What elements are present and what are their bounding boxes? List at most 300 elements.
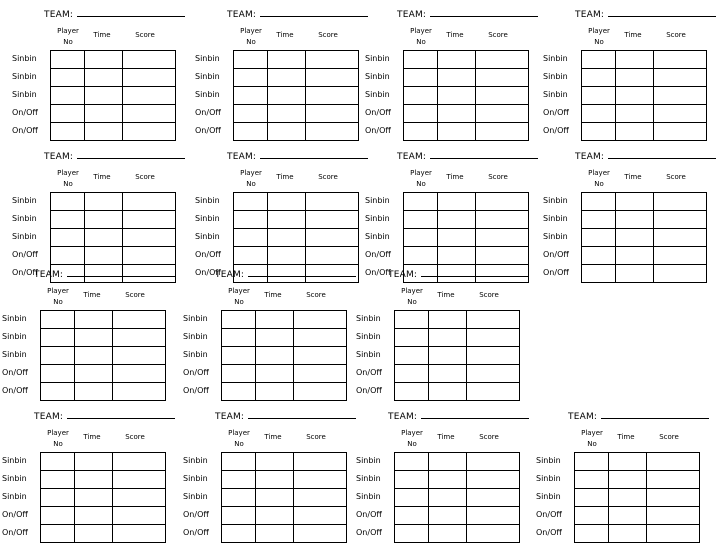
- player-no-cell[interactable]: [222, 311, 256, 329]
- grid-row: [395, 383, 520, 401]
- player-no-cell[interactable]: [575, 507, 609, 525]
- score-cell[interactable]: [123, 247, 176, 265]
- score-cell[interactable]: [476, 51, 529, 69]
- time-cell[interactable]: [256, 311, 294, 329]
- player-no-cell[interactable]: [51, 193, 85, 211]
- time-cell[interactable]: [268, 193, 306, 211]
- score-cell[interactable]: [294, 347, 347, 365]
- row-label: Sinbin: [12, 72, 37, 81]
- column-header-player-no: Player No: [228, 287, 250, 306]
- time-cell[interactable]: [438, 123, 476, 141]
- time-cell[interactable]: [85, 211, 123, 229]
- player-no-cell[interactable]: [575, 453, 609, 471]
- grid-row: [575, 471, 700, 489]
- time-cell[interactable]: [609, 471, 647, 489]
- team-name-line: [430, 8, 538, 17]
- row-label: Sinbin: [365, 232, 390, 241]
- score-cell[interactable]: [123, 105, 176, 123]
- score-cell[interactable]: [294, 453, 347, 471]
- score-cell[interactable]: [113, 489, 166, 507]
- row-label: On/Off: [183, 510, 209, 519]
- player-no-cell[interactable]: [582, 51, 616, 69]
- player-no-cell[interactable]: [41, 507, 75, 525]
- grid-row: [41, 347, 166, 365]
- player-no-cell[interactable]: [404, 87, 438, 105]
- time-cell[interactable]: [616, 123, 654, 141]
- team-heading: [575, 150, 716, 162]
- row-label: Sinbin: [2, 474, 27, 483]
- time-cell[interactable]: [75, 311, 113, 329]
- player-no-cell[interactable]: [222, 347, 256, 365]
- row-label: Sinbin: [195, 90, 220, 99]
- time-cell[interactable]: [268, 123, 306, 141]
- score-cell[interactable]: [654, 87, 707, 105]
- column-header-player-no: Player No: [588, 27, 610, 46]
- row-label: Sinbin: [365, 214, 390, 223]
- time-cell[interactable]: [609, 507, 647, 525]
- player-no-cell[interactable]: [41, 453, 75, 471]
- team-card: [543, 8, 718, 148]
- score-cell[interactable]: [113, 453, 166, 471]
- player-no-cell[interactable]: [51, 51, 85, 69]
- time-cell[interactable]: [609, 453, 647, 471]
- player-no-cell[interactable]: [404, 229, 438, 247]
- time-cell[interactable]: [85, 123, 123, 141]
- player-no-cell[interactable]: [582, 87, 616, 105]
- row-label: Sinbin: [195, 214, 220, 223]
- player-no-cell[interactable]: [222, 507, 256, 525]
- score-cell[interactable]: [306, 51, 359, 69]
- player-no-cell[interactable]: [234, 193, 268, 211]
- score-cell[interactable]: [294, 329, 347, 347]
- score-cell[interactable]: [654, 247, 707, 265]
- row-label: Sinbin: [365, 54, 390, 63]
- player-no-cell[interactable]: [395, 347, 429, 365]
- player-no-cell[interactable]: [222, 489, 256, 507]
- time-cell[interactable]: [85, 247, 123, 265]
- score-cell[interactable]: [294, 471, 347, 489]
- time-cell[interactable]: [429, 489, 467, 507]
- time-cell[interactable]: [616, 211, 654, 229]
- time-cell[interactable]: [268, 51, 306, 69]
- time-cell[interactable]: [85, 229, 123, 247]
- time-cell[interactable]: [429, 507, 467, 525]
- player-no-cell[interactable]: [395, 311, 429, 329]
- score-grid: [394, 310, 520, 401]
- time-cell[interactable]: [438, 229, 476, 247]
- grid-row: [582, 229, 707, 247]
- time-cell[interactable]: [85, 193, 123, 211]
- score-grid: [40, 310, 166, 401]
- score-cell[interactable]: [467, 489, 520, 507]
- player-no-cell[interactable]: [575, 471, 609, 489]
- player-no-cell[interactable]: [404, 211, 438, 229]
- time-cell[interactable]: [75, 453, 113, 471]
- player-no-cell[interactable]: [51, 247, 85, 265]
- score-cell[interactable]: [647, 471, 700, 489]
- player-no-cell[interactable]: [404, 51, 438, 69]
- column-header-time: Time: [93, 31, 111, 39]
- time-cell[interactable]: [85, 87, 123, 105]
- time-cell[interactable]: [616, 193, 654, 211]
- grid-row: [395, 329, 520, 347]
- time-cell[interactable]: [256, 383, 294, 401]
- score-cell[interactable]: [123, 87, 176, 105]
- time-cell[interactable]: [429, 347, 467, 365]
- score-cell[interactable]: [113, 383, 166, 401]
- time-cell[interactable]: [256, 347, 294, 365]
- player-no-cell[interactable]: [51, 69, 85, 87]
- score-grid: [40, 452, 166, 543]
- player-no-cell[interactable]: [234, 123, 268, 141]
- time-cell[interactable]: [75, 365, 113, 383]
- player-no-cell[interactable]: [41, 471, 75, 489]
- time-cell[interactable]: [429, 311, 467, 329]
- score-cell[interactable]: [467, 507, 520, 525]
- grid-row: [222, 329, 347, 347]
- score-cell[interactable]: [467, 453, 520, 471]
- player-no-cell[interactable]: [575, 489, 609, 507]
- row-label: Sinbin: [183, 350, 208, 359]
- column-header-time: Time: [437, 433, 455, 441]
- time-cell[interactable]: [438, 247, 476, 265]
- score-cell[interactable]: [123, 211, 176, 229]
- player-no-cell[interactable]: [582, 229, 616, 247]
- grid-row: [395, 347, 520, 365]
- score-cell[interactable]: [306, 229, 359, 247]
- column-header-time: Time: [446, 173, 464, 181]
- score-cell[interactable]: [476, 211, 529, 229]
- row-label: Sinbin: [183, 332, 208, 341]
- score-grid: [581, 192, 707, 283]
- score-cell[interactable]: [113, 471, 166, 489]
- time-cell[interactable]: [438, 193, 476, 211]
- row-label: On/Off: [356, 386, 382, 395]
- team-heading: [388, 410, 529, 422]
- time-cell[interactable]: [429, 453, 467, 471]
- player-no-cell[interactable]: [234, 247, 268, 265]
- player-no-cell[interactable]: [582, 265, 616, 283]
- grid-row: [395, 471, 520, 489]
- player-no-cell[interactable]: [41, 329, 75, 347]
- score-cell[interactable]: [306, 69, 359, 87]
- time-cell[interactable]: [256, 507, 294, 525]
- row-label: On/Off: [365, 268, 391, 277]
- time-cell[interactable]: [438, 69, 476, 87]
- player-no-cell[interactable]: [51, 123, 85, 141]
- score-cell[interactable]: [654, 193, 707, 211]
- score-cell[interactable]: [476, 229, 529, 247]
- time-cell[interactable]: [429, 383, 467, 401]
- score-cell[interactable]: [123, 69, 176, 87]
- time-cell[interactable]: [616, 87, 654, 105]
- player-no-cell[interactable]: [582, 211, 616, 229]
- score-cell[interactable]: [647, 489, 700, 507]
- score-cell[interactable]: [294, 383, 347, 401]
- row-label: Sinbin: [543, 90, 568, 99]
- score-cell[interactable]: [306, 247, 359, 265]
- player-no-cell[interactable]: [395, 365, 429, 383]
- player-no-cell[interactable]: [41, 311, 75, 329]
- time-cell[interactable]: [438, 51, 476, 69]
- row-label: On/Off: [2, 368, 28, 377]
- score-cell[interactable]: [113, 507, 166, 525]
- row-label: Sinbin: [2, 492, 27, 501]
- score-cell[interactable]: [476, 105, 529, 123]
- score-cell[interactable]: [306, 105, 359, 123]
- score-cell[interactable]: [294, 489, 347, 507]
- player-no-cell[interactable]: [234, 69, 268, 87]
- time-cell[interactable]: [616, 265, 654, 283]
- score-cell[interactable]: [654, 69, 707, 87]
- score-cell[interactable]: [476, 69, 529, 87]
- time-cell[interactable]: [75, 471, 113, 489]
- time-cell[interactable]: [268, 105, 306, 123]
- team-heading: [44, 8, 185, 20]
- score-cell[interactable]: [123, 229, 176, 247]
- team-heading: [44, 150, 185, 162]
- time-cell[interactable]: [268, 229, 306, 247]
- time-cell[interactable]: [616, 229, 654, 247]
- score-cell[interactable]: [654, 105, 707, 123]
- column-header-score: Score: [135, 173, 155, 181]
- score-cell[interactable]: [476, 247, 529, 265]
- column-header-player-no: Player No: [410, 27, 432, 46]
- column-header-score: Score: [125, 291, 145, 299]
- time-cell[interactable]: [268, 247, 306, 265]
- row-label: On/Off: [543, 108, 569, 117]
- time-cell[interactable]: [75, 329, 113, 347]
- time-cell[interactable]: [609, 489, 647, 507]
- team-label: TEAM:: [215, 270, 245, 280]
- time-cell[interactable]: [256, 329, 294, 347]
- score-cell[interactable]: [476, 193, 529, 211]
- grid-row: [222, 489, 347, 507]
- score-cell[interactable]: [467, 471, 520, 489]
- player-no-cell[interactable]: [404, 105, 438, 123]
- player-no-cell[interactable]: [234, 211, 268, 229]
- player-no-cell[interactable]: [404, 193, 438, 211]
- player-no-cell[interactable]: [222, 453, 256, 471]
- time-cell[interactable]: [75, 347, 113, 365]
- row-label: On/Off: [12, 250, 38, 259]
- time-cell[interactable]: [438, 105, 476, 123]
- score-cell[interactable]: [467, 311, 520, 329]
- score-cell[interactable]: [113, 329, 166, 347]
- grid-row: [404, 69, 529, 87]
- grid-row: [582, 247, 707, 265]
- row-label: Sinbin: [536, 492, 561, 501]
- time-cell[interactable]: [429, 329, 467, 347]
- team-label: TEAM:: [575, 152, 605, 162]
- score-cell[interactable]: [654, 51, 707, 69]
- score-cell[interactable]: [306, 193, 359, 211]
- score-cell[interactable]: [113, 347, 166, 365]
- score-cell[interactable]: [654, 123, 707, 141]
- row-label: Sinbin: [183, 456, 208, 465]
- score-cell[interactable]: [467, 383, 520, 401]
- team-label: TEAM:: [388, 412, 418, 422]
- team-heading: [388, 268, 529, 280]
- player-no-cell[interactable]: [395, 453, 429, 471]
- team-card: [12, 8, 187, 148]
- time-cell[interactable]: [85, 105, 123, 123]
- time-cell[interactable]: [256, 365, 294, 383]
- time-cell[interactable]: [616, 247, 654, 265]
- player-no-cell[interactable]: [395, 329, 429, 347]
- player-no-cell[interactable]: [51, 105, 85, 123]
- player-no-cell[interactable]: [41, 347, 75, 365]
- row-label: Sinbin: [195, 72, 220, 81]
- grid-row: [222, 347, 347, 365]
- player-no-cell[interactable]: [234, 87, 268, 105]
- column-header-score: Score: [318, 31, 338, 39]
- time-cell[interactable]: [256, 453, 294, 471]
- score-cell[interactable]: [647, 453, 700, 471]
- time-cell[interactable]: [438, 211, 476, 229]
- time-cell[interactable]: [438, 87, 476, 105]
- time-cell[interactable]: [616, 69, 654, 87]
- row-label: Sinbin: [2, 332, 27, 341]
- player-no-cell[interactable]: [582, 193, 616, 211]
- time-cell[interactable]: [85, 51, 123, 69]
- player-no-cell[interactable]: [234, 229, 268, 247]
- team-heading: [397, 8, 538, 20]
- team-heading: [215, 410, 356, 422]
- player-no-cell[interactable]: [395, 507, 429, 525]
- row-label: On/Off: [365, 250, 391, 259]
- player-no-cell[interactable]: [395, 383, 429, 401]
- time-cell[interactable]: [268, 87, 306, 105]
- player-no-cell[interactable]: [222, 471, 256, 489]
- time-cell[interactable]: [85, 69, 123, 87]
- score-cell[interactable]: [467, 329, 520, 347]
- column-header-score: Score: [659, 433, 679, 441]
- column-header-time: Time: [446, 31, 464, 39]
- score-cell[interactable]: [123, 51, 176, 69]
- time-cell[interactable]: [268, 69, 306, 87]
- player-no-cell[interactable]: [222, 365, 256, 383]
- time-cell[interactable]: [429, 365, 467, 383]
- column-header-score: Score: [488, 173, 508, 181]
- score-cell[interactable]: [654, 211, 707, 229]
- player-no-cell[interactable]: [234, 51, 268, 69]
- column-header-player-no: Player No: [57, 27, 79, 46]
- score-cell[interactable]: [123, 193, 176, 211]
- player-no-cell[interactable]: [41, 383, 75, 401]
- player-no-cell[interactable]: [51, 229, 85, 247]
- player-no-cell[interactable]: [222, 383, 256, 401]
- score-cell[interactable]: [467, 365, 520, 383]
- player-no-cell[interactable]: [582, 69, 616, 87]
- score-cell[interactable]: [654, 229, 707, 247]
- grid-row: [51, 105, 176, 123]
- time-cell[interactable]: [616, 105, 654, 123]
- score-cell[interactable]: [654, 265, 707, 283]
- row-label: Sinbin: [356, 314, 381, 323]
- team-name-line: [77, 8, 185, 17]
- score-cell[interactable]: [467, 347, 520, 365]
- player-no-cell[interactable]: [51, 211, 85, 229]
- score-cell[interactable]: [476, 123, 529, 141]
- team-card: [356, 268, 531, 408]
- player-no-cell[interactable]: [582, 247, 616, 265]
- column-header-score: Score: [666, 173, 686, 181]
- grid-row: [575, 507, 700, 525]
- team-card: [2, 268, 177, 408]
- score-cell[interactable]: [647, 507, 700, 525]
- column-header-score: Score: [479, 433, 499, 441]
- score-cell[interactable]: [123, 123, 176, 141]
- row-label: On/Off: [183, 528, 209, 537]
- row-label: Sinbin: [2, 314, 27, 323]
- time-cell[interactable]: [75, 507, 113, 525]
- row-label: On/Off: [543, 268, 569, 277]
- score-cell[interactable]: [294, 365, 347, 383]
- player-no-cell[interactable]: [41, 489, 75, 507]
- time-cell[interactable]: [256, 471, 294, 489]
- player-no-cell[interactable]: [404, 247, 438, 265]
- grid-row: [41, 453, 166, 471]
- column-header-time: Time: [276, 31, 294, 39]
- player-no-cell[interactable]: [582, 123, 616, 141]
- time-cell[interactable]: [75, 383, 113, 401]
- column-header-time: Time: [437, 291, 455, 299]
- team-heading: [215, 268, 356, 280]
- player-no-cell[interactable]: [395, 489, 429, 507]
- score-cell[interactable]: [113, 365, 166, 383]
- score-cell[interactable]: [294, 311, 347, 329]
- row-label: Sinbin: [12, 214, 37, 223]
- grid-row: [41, 489, 166, 507]
- time-cell[interactable]: [268, 211, 306, 229]
- grid-row: [575, 453, 700, 471]
- team-heading: [227, 150, 368, 162]
- team-heading: [34, 268, 175, 280]
- grid-row: [51, 247, 176, 265]
- player-no-cell[interactable]: [234, 105, 268, 123]
- player-no-cell[interactable]: [582, 105, 616, 123]
- time-cell[interactable]: [616, 51, 654, 69]
- score-cell[interactable]: [294, 507, 347, 525]
- score-cell[interactable]: [306, 87, 359, 105]
- team-name-line: [248, 268, 356, 277]
- team-heading: [568, 410, 709, 422]
- time-cell[interactable]: [256, 489, 294, 507]
- player-no-cell[interactable]: [41, 365, 75, 383]
- column-header-player-no: Player No: [240, 169, 262, 188]
- row-label: On/Off: [195, 108, 221, 117]
- row-label: Sinbin: [536, 456, 561, 465]
- row-label: Sinbin: [2, 350, 27, 359]
- team-label: TEAM:: [397, 152, 427, 162]
- score-cell[interactable]: [113, 311, 166, 329]
- score-cell[interactable]: [306, 211, 359, 229]
- player-no-cell[interactable]: [395, 471, 429, 489]
- team-label: TEAM:: [44, 152, 74, 162]
- time-cell[interactable]: [75, 489, 113, 507]
- player-no-cell[interactable]: [404, 123, 438, 141]
- time-cell[interactable]: [429, 471, 467, 489]
- player-no-cell[interactable]: [51, 87, 85, 105]
- score-cell[interactable]: [306, 123, 359, 141]
- row-label: Sinbin: [12, 196, 37, 205]
- score-cell[interactable]: [476, 87, 529, 105]
- row-label: On/Off: [2, 386, 28, 395]
- player-no-cell[interactable]: [222, 329, 256, 347]
- column-header-time: Time: [93, 173, 111, 181]
- player-no-cell[interactable]: [404, 69, 438, 87]
